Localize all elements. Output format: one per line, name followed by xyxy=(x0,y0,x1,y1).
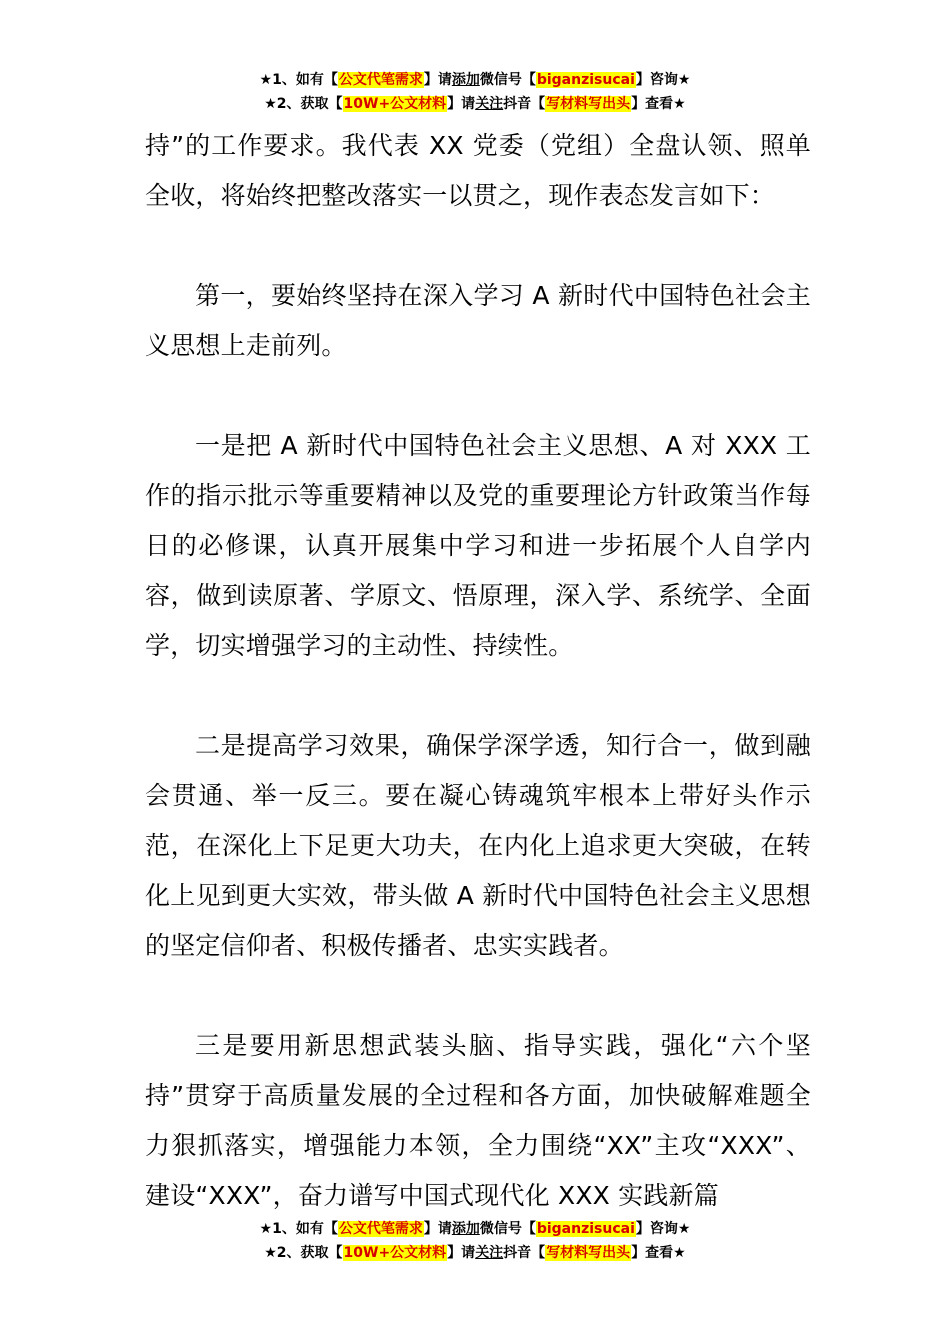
ad-text: 】咨询★ xyxy=(635,72,691,88)
ad-text: 微信号【 xyxy=(479,1221,536,1237)
ad-text: 】查看★ xyxy=(631,96,686,112)
ad-text: ★1、如有【 xyxy=(259,1221,338,1237)
header-ad-line-2 xyxy=(0,92,950,116)
paragraph-spacer xyxy=(145,371,811,421)
ad-highlight: 公文代笔需求 xyxy=(338,72,423,88)
ad-text: 微信号【 xyxy=(479,72,536,88)
ad-text: 抖音【 xyxy=(503,96,546,112)
ad-emphasis: 添加 xyxy=(451,1221,480,1237)
footer-ad xyxy=(0,1217,950,1265)
ad-highlight: biganzisucai xyxy=(536,72,635,88)
ad-highlight: 10W+公文材料 xyxy=(343,1245,447,1261)
paragraph-spacer xyxy=(145,671,811,721)
ad-highlight: 写材料写出头 xyxy=(546,96,631,112)
ad-emphasis: 关注 xyxy=(475,1245,504,1261)
ad-text: ★1、如有【 xyxy=(259,72,338,88)
document-body xyxy=(145,121,811,1221)
ad-highlight: biganzisucai xyxy=(536,1221,635,1237)
body-paragraph-3: 三是要用新思想武装头脑、指导实践，强化“六个坚持”贯穿于高质量发展的全过程和各方面，加快破解难题全力狠抓落实，增强能力本领，全力围绕“XX”主攻“XXX”、建设“XXX”，奋力谱写中国式现代化 XXX 实践新篇 xyxy=(145,1031,811,1210)
header-ad xyxy=(0,68,950,116)
ad-emphasis: 关注 xyxy=(475,96,504,112)
header-ad-line-1 xyxy=(0,68,950,92)
body-paragraph-2: 二是提高学习效果，确保学深学透，知行合一，做到融会贯通、举一反三。要在凝心铸魂筑牢根本上带好头作示范，在深化上下足更大功夫，在内化上追求更大突破，在转化上见到更大实效，带头做 A 新时代中国特色社会主义思想的坚定信仰者、积极传播者、忠实实践者。 xyxy=(145,731,811,960)
ad-text: 】请 xyxy=(423,72,452,88)
ad-text: 抖音【 xyxy=(503,1245,546,1261)
ad-highlight: 公文代笔需求 xyxy=(338,1221,423,1237)
paragraph-spacer xyxy=(145,221,811,271)
ad-highlight: 写材料写出头 xyxy=(546,1245,631,1261)
intro-paragraph: 持”的工作要求。我代表 XX 党委（党组）全盘认领、照单全收，将始终把整改落实一以贯之，现作表态发言如下： xyxy=(145,131,811,210)
ad-text: 】咨询★ xyxy=(635,1221,691,1237)
ad-text: 】请 xyxy=(423,1221,452,1237)
footer-ad-line-2 xyxy=(0,1241,950,1265)
ad-text: 】请 xyxy=(447,96,476,112)
body-paragraph-1: 一是把 A 新时代中国特色社会主义思想、A 对 XXX 工作的指示批示等重要精神以及党的重要理论方针政策当作每日的必修课，认真开展集中学习和进一步拓展个人自学内容，做到读原著、学原文、悟原理，深入学、系统学、全面学，切实增强学习的主动性、持续性。 xyxy=(145,431,811,660)
paragraph-spacer xyxy=(145,971,811,1021)
ad-text: ★2、获取【 xyxy=(264,96,343,112)
ad-text: 】查看★ xyxy=(631,1245,686,1261)
ad-text: 】请 xyxy=(447,1245,476,1261)
ad-text: ★2、获取【 xyxy=(264,1245,343,1261)
section-heading: 第一，要始终坚持在深入学习 A 新时代中国特色社会主义思想上走前列。 xyxy=(145,281,811,360)
footer-ad-line-1 xyxy=(0,1217,950,1241)
ad-emphasis: 添加 xyxy=(451,72,480,88)
ad-highlight: 10W+公文材料 xyxy=(343,96,447,112)
